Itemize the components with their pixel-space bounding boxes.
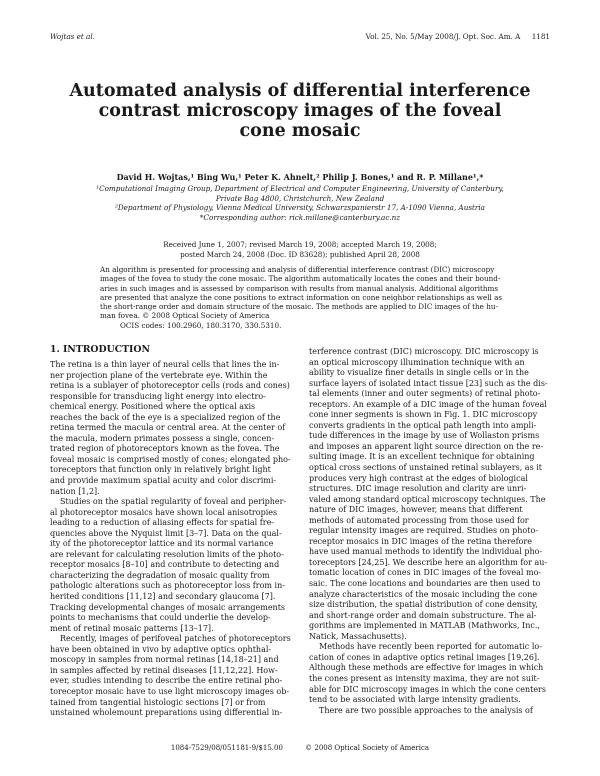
text-line: The retina is a thin layer of neural cells that lines the in- [50,360,280,369]
corresponding-author[interactable]: *Corresponding author: rick.millane@canterbury.ac.nz [199,212,401,222]
text-line: points to mechanisms that could underlie the develop- [50,613,271,623]
text-line: trated region of photoreceptors known as the fovea. The [50,444,280,454]
abstract-line: aries in such images and is assessed by comparison with results from manual analysis. Additional algorithms [100,283,499,293]
text-line: nature of DIC images, however, means that different [309,505,523,515]
text-line: toreceptors [24,25]. We describe here an algorithm for au- [309,557,548,567]
text-line: foveal mosaic is comprised mostly of cones; elongated pho- [50,454,291,464]
abstract-line: images of the fovea to study the cone mosaic. The algorithm automatically locates the cones and their bound- [100,274,501,284]
text-line: herited conditions [11,12] and secondary glaucoma [7]. [50,592,276,602]
text-line: the macula, modern primates possess a single, concen- [50,433,275,443]
title-line: Automated analysis of differential interference [69,81,531,101]
text-line: receptor mosaics [8–10] and contribute to detecting and [50,560,280,570]
text-line: ability to visualize finer details in single cells or in the [309,368,529,378]
text-line: There are two possible approaches to the analysis of [319,705,533,715]
text-line: terference contrast (DIC) microscopy. DIC microscopy is [309,347,539,356]
text-line: size distribution, the spatial distribution of cone density, [309,600,538,610]
running-header-left: Wojtas et al. [50,32,95,41]
text-line: cone inner segments is shown in Fig. 1. DIC microscopy [309,410,538,420]
text-line: are relevant for calculating resolution limits of the photo- [50,549,284,559]
text-line: an optical microscopy illumination technique with an [309,357,525,367]
text-line: ment of retinal mosaic patterns [13–17]. [50,623,214,633]
text-line: ner projection plane of the vertebrate eye. Within the [50,370,268,380]
text-line: pathologic alterations such as photoreceptor loss from in- [50,581,285,591]
text-line: nation [1,2]. [50,486,100,496]
text-line: toreceptors that function only in relatively bright light [50,465,271,475]
text-line: cation of cones in adaptive optics retinal images [19,26]. [309,652,540,662]
text-line: responsible for transducing light energy into electro- [50,391,266,401]
text-line: al photoreceptor mosaics have shown local anisotropies [50,507,278,517]
left-column-body [50,360,292,719]
text-line: and imposes an apparent light source direction on the re- [309,441,544,451]
abstract-line: are presented that analyze the cone positions to extract information on cone neighbor relationships as well as [100,292,503,302]
text-line: Tracking developmental changes of mosaic arrangements [50,602,286,612]
title-line: contrast microscopy images of the foveal [98,101,502,121]
right-column [309,347,551,716]
text-line: methods of automated processing from those used for [309,515,529,525]
left-column [50,345,292,719]
text-line: able for DIC microscopy images in which the cone centers [309,684,546,694]
text-line: valed among standard optical microscopy techniques. The [309,494,546,504]
text-line: Studies on the spatial regularity of foveal and peripher- [60,497,287,507]
abstract-line: man fovea. © 2008 Optical Society of America [100,311,270,321]
text-line: ever, studies intending to describe the entire retinal pho- [50,676,283,686]
text-line: retina is a sublayer of photoreceptor cells (rods and cones) [50,381,290,391]
page-footer: 1084-7529/08/051181-9/$15.00 © 2008 Optical Society of America [170,744,430,752]
running-header-right: Vol. 25, No. 5/May 2008/J. Opt. Soc. Am. A 1181 [365,32,550,41]
affiliation-line: ²Department of Physiology, Vienna Medical University, Schwarzspanierstr 17, A-1090 Vienna, Austria [115,203,485,212]
text-line: receptors. An example of a DIC image of the human foveal [309,399,547,409]
paper-title [60,81,540,141]
abstract-line: OCIS codes: 100.2960, 180.3170, 330.5310. [120,320,282,330]
section-heading: 1. INTRODUCTION [50,344,150,355]
text-line: analyze characteristics of the mosaic including the cone [309,589,538,599]
affiliation-line: ¹Computational Imaging Group, Department of Electrical and Computer Engineering, University of Canterbury, [96,184,504,193]
text-line: retina termed the macula or central area. At the center of [50,423,286,433]
text-line: have used manual methods to identify the individual pho- [309,547,543,557]
text-line: moscopy in samples from normal retinas [14,18–21] and [50,655,279,665]
text-line: in samples affected by retinal diseases [11,12,22]. How- [50,665,278,675]
text-line: sulting image. It is an excellent technique for obtaining [309,452,535,462]
abstract-line: An algorithm is presented for processing and analysis of differential interference contrast (DIC) microscopy [100,265,495,274]
author-list: David H. Wojtas,¹ Bing Wu,¹ Peter K. Ahnelt,² Philip J. Bones,¹ and R. P. Millane¹,* [116,172,484,182]
text-line: characterizing the degradation of mosaic quality from [50,570,270,580]
text-line: tained from tangential histologic sections [7] or from [50,697,266,707]
abstract [100,265,505,330]
text-line: converts gradients in the optical path length into ampli- [309,420,537,430]
text-line: the cones present as intensity maxima, they are not suit- [309,673,540,683]
text-line: have been obtained in vivo by adaptive optics ophthal- [50,644,272,654]
text-line: unstained wholemount preparations using differential in- [50,708,283,718]
text-line: saic. The cone locations and boundaries are then used to [309,579,541,589]
text-line: Natick, Massachusetts). [309,631,407,641]
dates-line: Received June 1, 2007; revised March 19, 2008; accepted March 19, 2008; [163,240,437,249]
title-line: cone mosaic [239,121,361,141]
text-line: gorithms are implemented in MATLAB (Mathworks, Inc., [309,621,540,631]
text-line: structures. DIC image resolution and clarity are unri- [309,484,527,494]
text-line: chemical energy. Positioned where the optical axis [50,402,256,412]
text-line: and provide maximum spatial acuity and color discrimi- [50,476,277,486]
text-line: Methods have recently been reported for automatic lo- [319,642,542,652]
text-line: optical cross sections of unstained retinal sublayers, as it [309,463,542,473]
text-line: receptor mosaics in DIC images of the retina therefore [309,536,532,546]
text-line: leading to a reduction of aliasing effects for spatial fre- [50,518,275,528]
publication-dates [80,240,520,259]
text-line: and short-range order and domain substructure. The al- [309,610,537,620]
text-line: tude differences in the image by use of Wollaston prisms [309,431,540,441]
text-line: tend to be associated with large intensity gradients. [309,695,521,705]
dates-line: posted March 24, 2008 (Doc. ID 83628); published April 28, 2008 [180,249,420,259]
text-line: Although these methods are effective for images in which [309,663,544,673]
abstract-line: the short-range order and domain structure of the mosaic. The methods are applied to DIC images of the hu- [100,302,498,312]
affiliations [80,184,520,222]
text-line: tomatic location of cones in DIC images of the foveal mo- [309,568,542,578]
text-line: toreceptor mosaic have to use light microscopy images ob- [50,686,290,696]
text-line: Recently, images of perifoveal patches of photoreceptors [60,634,291,644]
affiliation-line: Private Bag 4800, Christchurch, New Zealand [215,193,385,203]
text-line: surface layers of isolated intact tissue [23] such as the dis- [309,378,548,388]
text-line: regular intensity images are required. Studies on photo- [309,526,538,536]
text-line: reaches the back of the eye is a specialized region of the [50,412,281,422]
text-line: quencies above the Nyquist limit [3–7]. Data on the qual- [50,528,282,538]
text-line: tal elements (inner and outer segments) of retinal photo- [309,389,541,399]
text-line: produces very high contrast at the edges of biological [309,473,528,483]
text-line: ity of the photoreceptor lattice and its normal variance [50,539,274,549]
right-column-body [309,347,551,716]
